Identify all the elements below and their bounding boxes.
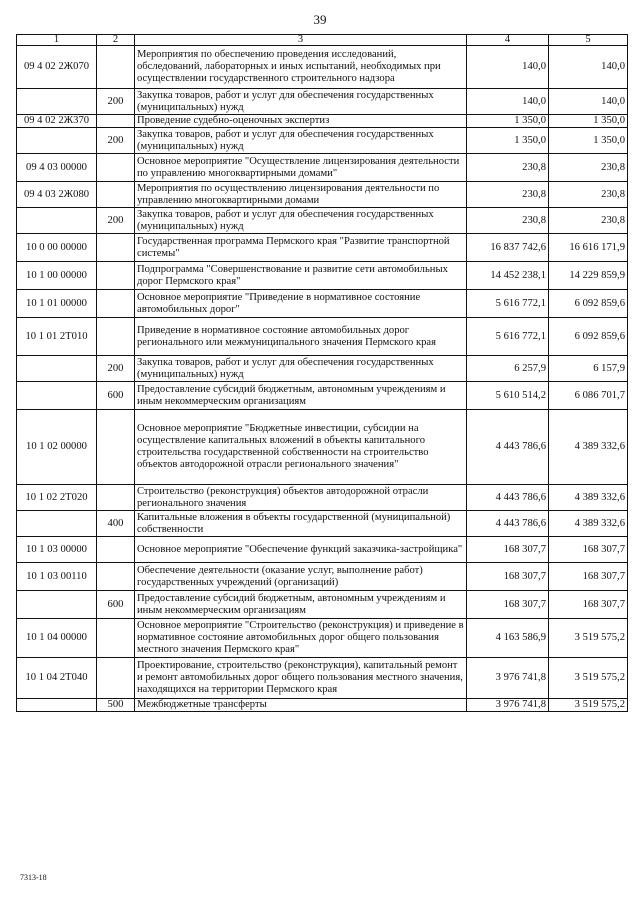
description-cell: Предоставление субсидий бюджетным, автономным учреждениям и иным некоммерческим организациям	[135, 382, 467, 410]
value-2020-cell: 3 519 575,2	[549, 658, 628, 699]
table-row	[17, 382, 628, 410]
target-code-cell: 10 1 03 00110	[17, 563, 97, 591]
value-2019-cell: 168 307,7	[467, 537, 549, 563]
table-row	[17, 699, 628, 712]
value-2020-cell: 168 307,7	[549, 563, 628, 591]
table-row	[17, 128, 628, 154]
value-2019-cell: 3 976 741,8	[467, 699, 549, 712]
expense-type-cell	[97, 537, 135, 563]
target-code-cell: 10 0 00 00000	[17, 234, 97, 262]
description-cell: Обеспечение деятельности (оказание услуг, выполнение работ) государственных учреждений (организаций)	[135, 563, 467, 591]
value-2019-cell: 14 452 238,1	[467, 262, 549, 290]
header-row	[17, 35, 628, 46]
target-code-cell	[17, 356, 97, 382]
value-2020-cell: 6 092 859,6	[549, 290, 628, 318]
value-2020-cell: 3 519 575,2	[549, 619, 628, 658]
expense-type-cell	[97, 234, 135, 262]
expense-type-cell: 200	[97, 356, 135, 382]
value-2019-cell: 6 257,9	[467, 356, 549, 382]
table-row	[17, 318, 628, 356]
table-row	[17, 410, 628, 485]
value-2020-cell: 168 307,7	[549, 591, 628, 619]
value-2019-cell: 168 307,7	[467, 563, 549, 591]
target-code-cell	[17, 511, 97, 537]
value-2020-cell: 4 389 332,6	[549, 485, 628, 511]
table-row	[17, 208, 628, 234]
table-row	[17, 262, 628, 290]
value-2019-cell: 4 163 586,9	[467, 619, 549, 658]
description-cell: Основное мероприятие "Осуществление лицензирования деятельности по управлению многоквартирными домами"	[135, 154, 467, 182]
table-row	[17, 46, 628, 89]
description-cell: Проведение судебно-оценочных экспертиз	[135, 115, 467, 128]
description-cell: Основное мероприятие "Бюджетные инвестиции, субсидии на осуществление капитальных вложений в объекты капитального строительства государственной собственности на строительство объектов автодорожной отрасли регионального значения"	[135, 410, 467, 485]
description-cell: Мероприятия по осуществлению лицензирования деятельности по управлению многоквартирными домами	[135, 182, 467, 208]
table-row	[17, 234, 628, 262]
value-2019-cell: 4 443 786,6	[467, 485, 549, 511]
expense-type-cell: 200	[97, 128, 135, 154]
expense-type-cell	[97, 318, 135, 356]
description-cell: Закупка товаров, работ и услуг для обеспечения государственных (муниципальных) нужд	[135, 128, 467, 154]
value-2020-cell: 140,0	[549, 46, 628, 89]
table-row	[17, 356, 628, 382]
expense-type-cell	[97, 46, 135, 89]
expense-type-cell	[97, 658, 135, 699]
value-2019-cell: 5 616 772,1	[467, 290, 549, 318]
expense-type-cell	[97, 115, 135, 128]
table-row	[17, 563, 628, 591]
target-code-cell	[17, 699, 97, 712]
table-row	[17, 115, 628, 128]
table-row	[17, 658, 628, 699]
target-code-cell	[17, 382, 97, 410]
value-2020-cell: 1 350,0	[549, 115, 628, 128]
target-code-cell: 10 1 04 2Т040	[17, 658, 97, 699]
target-code-cell: 10 1 00 00000	[17, 262, 97, 290]
expense-type-cell: 500	[97, 699, 135, 712]
target-code-cell: 09 4 03 00000	[17, 154, 97, 182]
description-cell: Государственная программа Пермского края "Развитие транспортной системы"	[135, 234, 467, 262]
table-body	[17, 46, 628, 712]
target-code-cell: 10 1 04 00000	[17, 619, 97, 658]
value-2019-cell: 230,8	[467, 182, 549, 208]
value-2019-cell: 16 837 742,6	[467, 234, 549, 262]
description-cell: Приведение в нормативное состояние автомобильных дорог регионального или межмуниципального значения Пермского края	[135, 318, 467, 356]
target-code-cell: 09 4 03 2Ж080	[17, 182, 97, 208]
value-2020-cell: 230,8	[549, 182, 628, 208]
target-code-cell: 09 4 02 2Ж070	[17, 46, 97, 89]
value-2019-cell: 140,0	[467, 46, 549, 89]
expense-type-cell: 600	[97, 382, 135, 410]
value-2020-cell: 14 229 859,9	[549, 262, 628, 290]
description-cell: Основное мероприятие "Строительство (реконструкция) и приведение в нормативное состояние автомобильных дорог общего пользования местного значения Пермского края"	[135, 619, 467, 658]
value-2019-cell: 230,8	[467, 208, 549, 234]
target-code-cell: 10 1 03 00000	[17, 537, 97, 563]
value-2020-cell: 4 389 332,6	[549, 511, 628, 537]
value-2019-cell: 168 307,7	[467, 591, 549, 619]
target-code-cell: 10 1 02 00000	[17, 410, 97, 485]
col-header-2: 2	[97, 35, 135, 46]
col-header-4: 4	[467, 35, 549, 46]
value-2020-cell: 140,0	[549, 89, 628, 115]
value-2019-cell: 5 616 772,1	[467, 318, 549, 356]
value-2020-cell: 16 616 171,9	[549, 234, 628, 262]
table-row	[17, 591, 628, 619]
expense-type-cell	[97, 182, 135, 208]
value-2020-cell: 230,8	[549, 154, 628, 182]
expense-type-cell	[97, 563, 135, 591]
target-code-cell	[17, 208, 97, 234]
value-2019-cell: 3 976 741,8	[467, 658, 549, 699]
value-2019-cell: 1 350,0	[467, 115, 549, 128]
description-cell: Закупка товаров, работ и услуг для обеспечения государственных (муниципальных) нужд	[135, 89, 467, 115]
target-code-cell: 10 1 01 2Т010	[17, 318, 97, 356]
description-cell: Закупка товаров, работ и услуг для обеспечения государственных (муниципальных) нужд	[135, 356, 467, 382]
value-2020-cell: 6 092 859,6	[549, 318, 628, 356]
value-2020-cell: 6 157,9	[549, 356, 628, 382]
expense-type-cell	[97, 410, 135, 485]
footer-code: 7313-18	[20, 873, 47, 882]
value-2020-cell: 230,8	[549, 208, 628, 234]
table-row	[17, 485, 628, 511]
table-row	[17, 89, 628, 115]
description-cell: Подпрограмма "Совершенствование и развитие сети автомобильных дорог Пермского края"	[135, 262, 467, 290]
value-2020-cell: 4 389 332,6	[549, 410, 628, 485]
expense-type-cell	[97, 619, 135, 658]
table-row	[17, 537, 628, 563]
table-row	[17, 619, 628, 658]
target-code-cell	[17, 591, 97, 619]
value-2019-cell: 4 443 786,6	[467, 410, 549, 485]
value-2020-cell: 168 307,7	[549, 537, 628, 563]
table-row	[17, 511, 628, 537]
table-row	[17, 182, 628, 208]
description-cell: Мероприятия по обеспечению проведения исследований, обследований, лабораторных и иных испытаний, необходимых при осуществлении государственного строительного надзора	[135, 46, 467, 89]
description-cell: Предоставление субсидий бюджетным, автономным учреждениям и иным некоммерческим организациям	[135, 591, 467, 619]
table-row	[17, 154, 628, 182]
description-cell: Межбюджетные трансферты	[135, 699, 467, 712]
target-code-cell	[17, 128, 97, 154]
expense-type-cell	[97, 154, 135, 182]
expense-type-cell: 400	[97, 511, 135, 537]
value-2019-cell: 5 610 514,2	[467, 382, 549, 410]
target-code-cell: 10 1 01 00000	[17, 290, 97, 318]
value-2020-cell: 6 086 701,7	[549, 382, 628, 410]
description-cell: Основное мероприятие "Приведение в нормативное состояние автомобильных дорог"	[135, 290, 467, 318]
col-header-5: 5	[549, 35, 628, 46]
page-number: 39	[313, 12, 327, 27]
description-cell: Основное мероприятие "Обеспечение функций заказчика-застройщика"	[135, 537, 467, 563]
expense-type-cell	[97, 290, 135, 318]
value-2019-cell: 140,0	[467, 89, 549, 115]
target-code-cell: 10 1 02 2Т020	[17, 485, 97, 511]
col-header-3: 3	[135, 35, 467, 46]
value-2019-cell: 1 350,0	[467, 128, 549, 154]
col-header-1: 1	[17, 35, 97, 46]
description-cell: Проектирование, строительство (реконструкция), капитальный ремонт и ремонт автомобильных дорог общего пользования местного значения, находящихся на территории Пермского края	[135, 658, 467, 699]
target-code-cell	[17, 89, 97, 115]
value-2019-cell: 230,8	[467, 154, 549, 182]
description-cell: Закупка товаров, работ и услуг для обеспечения государственных (муниципальных) нужд	[135, 208, 467, 234]
expense-type-cell: 200	[97, 89, 135, 115]
expense-type-cell: 200	[97, 208, 135, 234]
expense-type-cell: 600	[97, 591, 135, 619]
expense-type-cell	[97, 262, 135, 290]
table-row	[17, 290, 628, 318]
target-code-cell: 09 4 02 2Ж370	[17, 115, 97, 128]
description-cell: Капитальные вложения в объекты государственной (муниципальной) собственности	[135, 511, 467, 537]
value-2019-cell: 4 443 786,6	[467, 511, 549, 537]
value-2020-cell: 1 350,0	[549, 128, 628, 154]
value-2020-cell: 3 519 575,2	[549, 699, 628, 712]
expense-type-cell	[97, 485, 135, 511]
budget-table	[16, 34, 628, 712]
description-cell: Строительство (реконструкция) объектов автодорожной отрасли регионального значения	[135, 485, 467, 511]
